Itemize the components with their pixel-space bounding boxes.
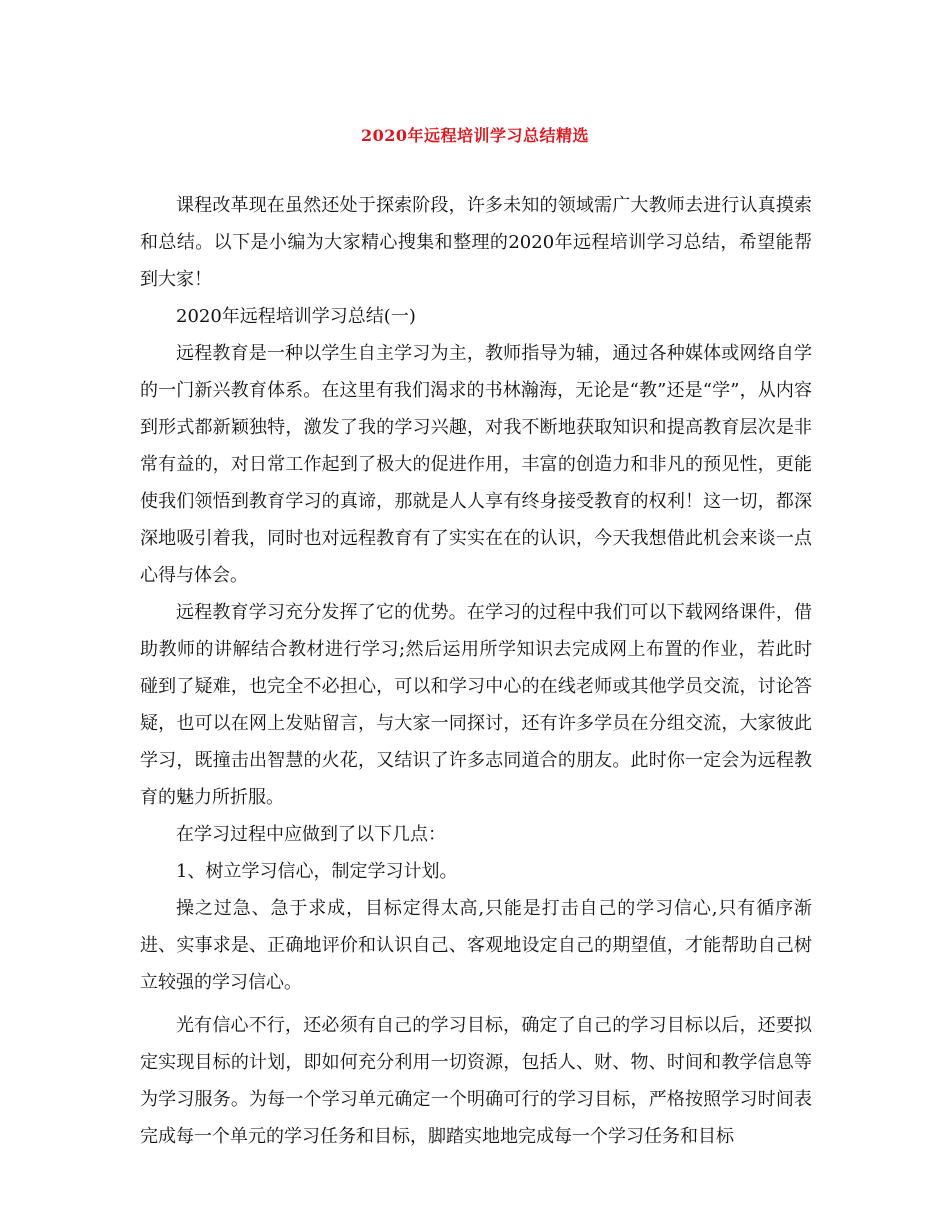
paragraph-point-1: 1、树立学习信心，制定学习计划。	[176, 861, 458, 882]
paragraph-remote-education: 远程教育是一种以学生自主学习为主，教师指导为辅，通过各种媒体或网络自学的一门新兴教育体系。在这里有我们渴求的书林瀚海，无论是“教”还是“学”，从内容到形式都新颖独特，激发了我的学习兴趣，对我不断地获取知识和提高教育层次是非常有益的，对日常工作起到了极大的促进作用，丰富的创造力和非凡的预见性，更能使我们领悟到教育学习的真谛，那就是人人享有终身接受教育的权利！这一切，都深深地吸引着我，同时也对远程教育有了实实在在的认识，今天我想借此机会来谈一点心得与体会。	[140, 343, 812, 586]
paragraph-confidence: 操之过急、急于求成，目标定得太高,只能是打击自己的学习信心,只有循序渐进、实事求是、正确地评价和认识自己、客观地设定自己的期望值，才能帮助自己树立较强的学习信心。	[140, 898, 812, 993]
paragraph-goals: 光有信心不行，还必须有自己的学习目标，确定了自己的学习目标以后，还要拟定实现目标的计划，即如何充分利用一切资源，包括人、财、物、时间和教学信息等为学习服务。为每一个学习单元确定一个明确可行的学习目标，严格按照学习时间表完成每一个单元的学习任务和目标，脚踏实地地完成每一个学习任务和目标	[140, 1015, 812, 1147]
document-title: 2020年远程培训学习总结精选	[360, 126, 590, 145]
paragraph-points-intro: 在学习过程中应做到了以下几点：	[176, 824, 446, 845]
document-body	[140, 187, 812, 1155]
paragraph-intro: 课程改革现在虽然还处于探索阶段，许多未知的领域需广大教师去进行认真摸索和总结。以下是小编为大家精心搜集和整理的2020年远程培训学习总结，希望能帮到大家！	[140, 195, 812, 290]
paragraph-advantages: 远程教育学习充分发挥了它的优势。在学习的过程中我们可以下载网络课件，借助教师的讲解结合教材进行学习;然后运用所学知识去完成网上布置的作业，若此时碰到了疑难，也完全不必担心，可以和学习中心的在线老师或其他学员交流，讨论答疑，也可以在网上发贴留言，与大家一同探讨，还有许多学员在分组交流，大家彼此学习，既撞击出智慧的火花，又结识了许多志同道合的朋友。此时你一定会为远程教育的魅力所折服。	[140, 602, 812, 808]
section-heading: 2020年远程培训学习总结(一)	[176, 306, 416, 327]
